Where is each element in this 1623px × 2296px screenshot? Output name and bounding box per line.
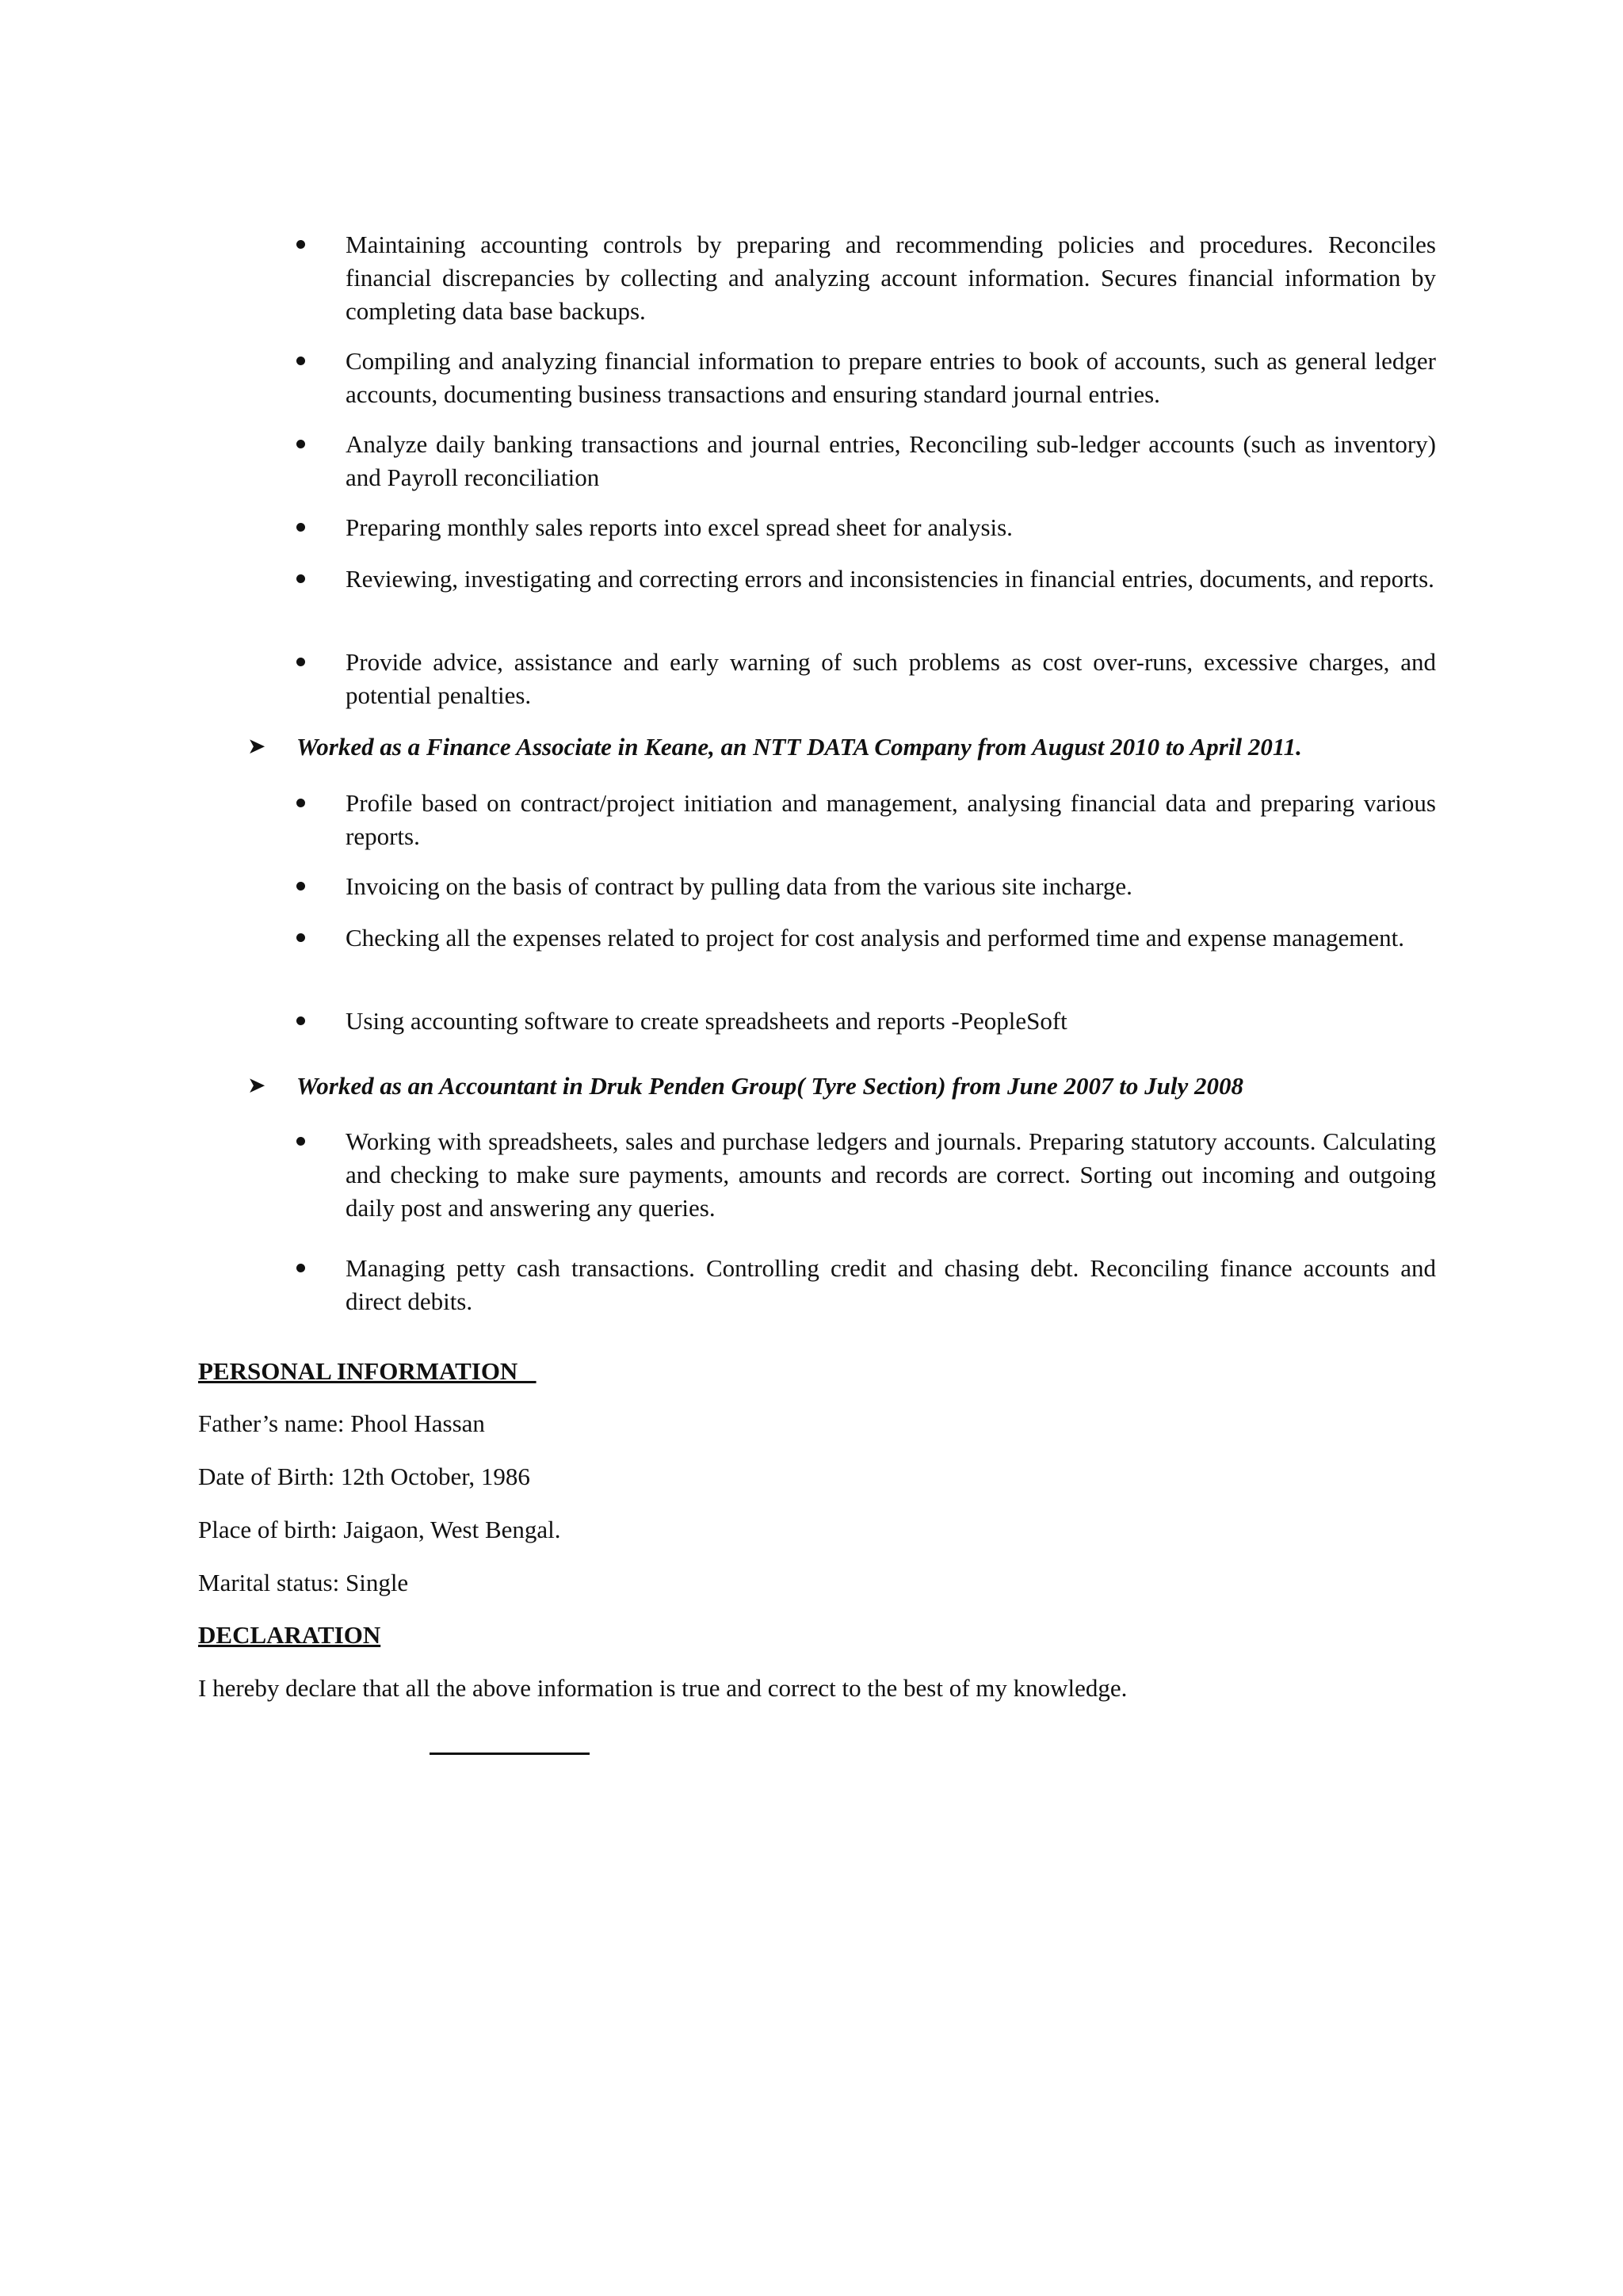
arrowhead-icon: ➤ xyxy=(247,734,266,759)
signature-line xyxy=(430,1753,590,1755)
list-item: Compiling and analyzing financial information to prepare entries to book of accounts, such as general ledger accounts, documenting business transactions and ensuring standard journal entries. xyxy=(346,347,1436,408)
bullet-dot-icon xyxy=(295,646,311,662)
bullet-dot-icon xyxy=(295,787,311,803)
bullet-dot-icon xyxy=(295,1005,311,1020)
bullet-dot-icon xyxy=(295,921,311,937)
list-item: Analyze daily banking transactions and journal entries, Reconciling sub-ledger accounts (such as inventory) and Payroll reconciliation xyxy=(346,430,1436,491)
declaration-text: I hereby declare that all the above information is true and correct to the best of my knowledge. xyxy=(198,1674,1128,1702)
bullet-dot-icon xyxy=(295,228,311,244)
list-item: Checking all the expenses related to project for cost analysis and performed time and expense management. xyxy=(346,924,1404,952)
bullet-dot-icon xyxy=(295,563,311,578)
list-item: Profile based on contract/project initiation and management, analysing financial data and preparing various reports. xyxy=(346,789,1436,850)
fathers-name: Father’s name: Phool Hassan xyxy=(198,1409,485,1437)
arrowhead-icon: ➤ xyxy=(247,1074,266,1098)
bullet-dot-icon xyxy=(295,345,311,360)
list-item: Using accounting software to create spreadsheets and reports -PeopleSoft xyxy=(346,1007,1067,1035)
marital-status: Marital status: Single xyxy=(198,1569,409,1596)
bullet-dot-icon xyxy=(295,511,311,527)
list-item: Provide advice, assistance and early warning of such problems as cost over-runs, excessive charges, and potential penalties. xyxy=(346,648,1436,709)
bullet-dot-icon xyxy=(295,870,311,886)
declaration-title: DECLARATION xyxy=(198,1621,381,1649)
list-item: Reviewing, investigating and correcting errors and inconsistencies in financial entries, documents, and reports. xyxy=(346,565,1434,593)
date-of-birth: Date of Birth: 12th October, 1986 xyxy=(198,1463,530,1490)
list-item: Managing petty cash transactions. Controlling credit and chasing debt. Reconciling finance accounts and direct debits. xyxy=(346,1254,1436,1315)
list-item: Preparing monthly sales reports into excel spread sheet for analysis. xyxy=(346,513,1013,541)
bullet-dot-icon xyxy=(295,1252,311,1268)
place-of-birth: Place of birth: Jaigaon, West Bengal. xyxy=(198,1516,561,1543)
bullet-dot-icon xyxy=(295,428,311,444)
bullet-dot-icon xyxy=(295,1125,311,1141)
list-item: Maintaining accounting controls by preparing and recommending policies and procedures. Reconciles financial discrepancies by collecting and analyzing account information. Secures financial information by completing data base backups. xyxy=(346,231,1436,325)
job-heading: Worked as a Finance Associate in Keane, an NTT DATA Company from August 2010 to April 2011. xyxy=(296,733,1302,761)
job-heading: Worked as an Accountant in Druk Penden Group( Tyre Section) from June 2007 to July 2008 xyxy=(296,1072,1244,1100)
personal-info-title: PERSONAL INFORMATION xyxy=(198,1357,537,1385)
list-item: Invoicing on the basis of contract by pulling data from the various site incharge. xyxy=(346,872,1132,900)
list-item: Working with spreadsheets, sales and purchase ledgers and journals. Preparing statutory accounts. Calculating and checking to make sure payments, amounts and records are correct. Sorting out incoming and outgoing daily post and answering any queries. xyxy=(346,1127,1436,1222)
